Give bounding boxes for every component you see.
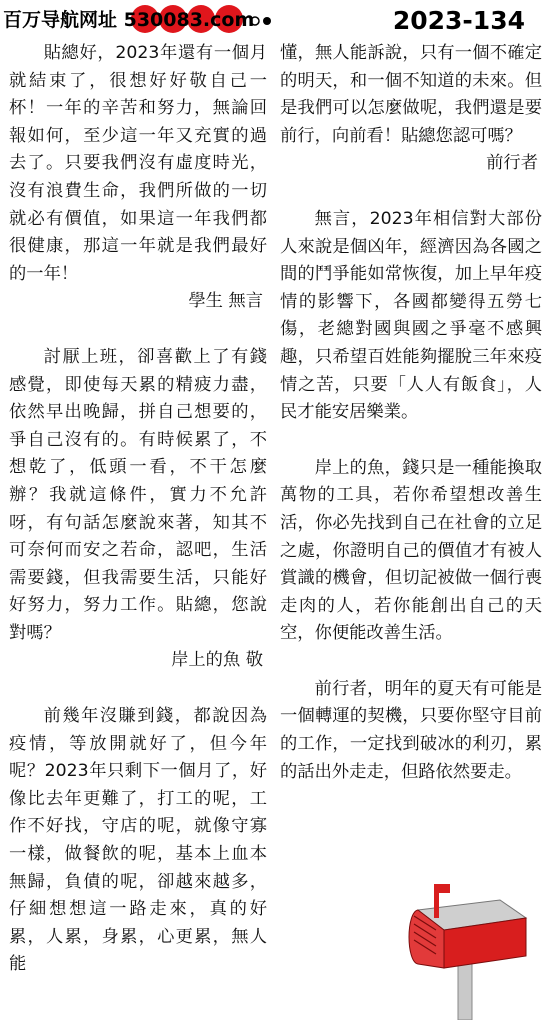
site-name: 百万导航网址 530083.com: [3, 8, 255, 31]
reply-paragraph: 岸上的魚，錢只是一種能換取萬物的工具，若你希望想改善生活，你必先找到自己在社會的立足之處，你證明自己的價值才有被人賞識的機會，但切記被做一個行喪走肉的人，若你能創出自己的天空，你便能改善生活。: [280, 457, 542, 644]
letter-paragraph-continued: 懂，無人能訴說，只有一個不確定的明天，和一個不知道的未來。但是我們可以怎麼做呢，我們還是要前行，向前看！貼總您認可嗎？: [280, 43, 542, 146]
header: [0, 0, 545, 38]
letter-paragraph: 前幾年沒賺到錢，都說因為疫情，等放開就好了，但今年呢？2023年只剩下一個月了，好像比去年更難了，打工的呢，工作不好找，守店的呢，就像守寡一樣，做餐飲的呢，基本上血本無歸，負債的呢，卻越來越多，仔細想想這一路走來，真的好累，人累，身累，心更累，無人能: [9, 706, 267, 975]
letter-paragraph: 討厭上班，卻喜歡上了有錢感覺，即使每天累的精疲力盡，依然早出晚歸，拼自己想要的，爭自己沒有的。有時候累了，不想乾了，低頭一看，不干怎麼辦？我就這條件，實力不允許呀，有句話怎麼說來著，知其不可奈何而安之若命，認吧，生活需要錢，但我需要生活，只能好好努力，努力工作。貼總，您說對嗎？: [9, 346, 267, 643]
letter-signature: 前行者: [486, 153, 538, 174]
mailbox-icon: [400, 882, 532, 1020]
left-column: [9, 40, 267, 979]
reply-paragraph: 前行者，明年的夏天有可能是一個轉運的契機，只要你堅守目前的工作，一定找到破冰的利刃，累的話出外走走，但路依然要走。: [280, 678, 542, 782]
letter-signature: 岸上的魚 敬: [171, 650, 263, 671]
letter-paragraph: 貼總好，2023年還有一個月就結束了，很想好好敬自己一杯！一年的辛苦和努力，無論回報如何，至少這一年又充實的過去了。只要我們沒有虛度時光，沒有浪費生命，我們所做的一切就必有價值，如果這一年我們都很健康，那這一年就是我們最好的一年！: [9, 43, 267, 284]
issue-number: 2023-134: [392, 6, 525, 35]
reply-paragraph: 無言，2023年相信對大部份人來說是個凶年，經濟因為各國之間的鬥爭能如常恢復，加上早年疫情的影響下，各國都變得五勞七傷，老總對國與國之爭毫不感興趣，只希望百姓能夠擺脫三年來疫情之苦，只要「人人有飯食」，人民才能安居樂業。: [280, 208, 542, 423]
letter-signature: 學生 無言: [188, 291, 263, 312]
site-logo[interactable]: [3, 4, 273, 32]
right-column: [280, 40, 542, 786]
